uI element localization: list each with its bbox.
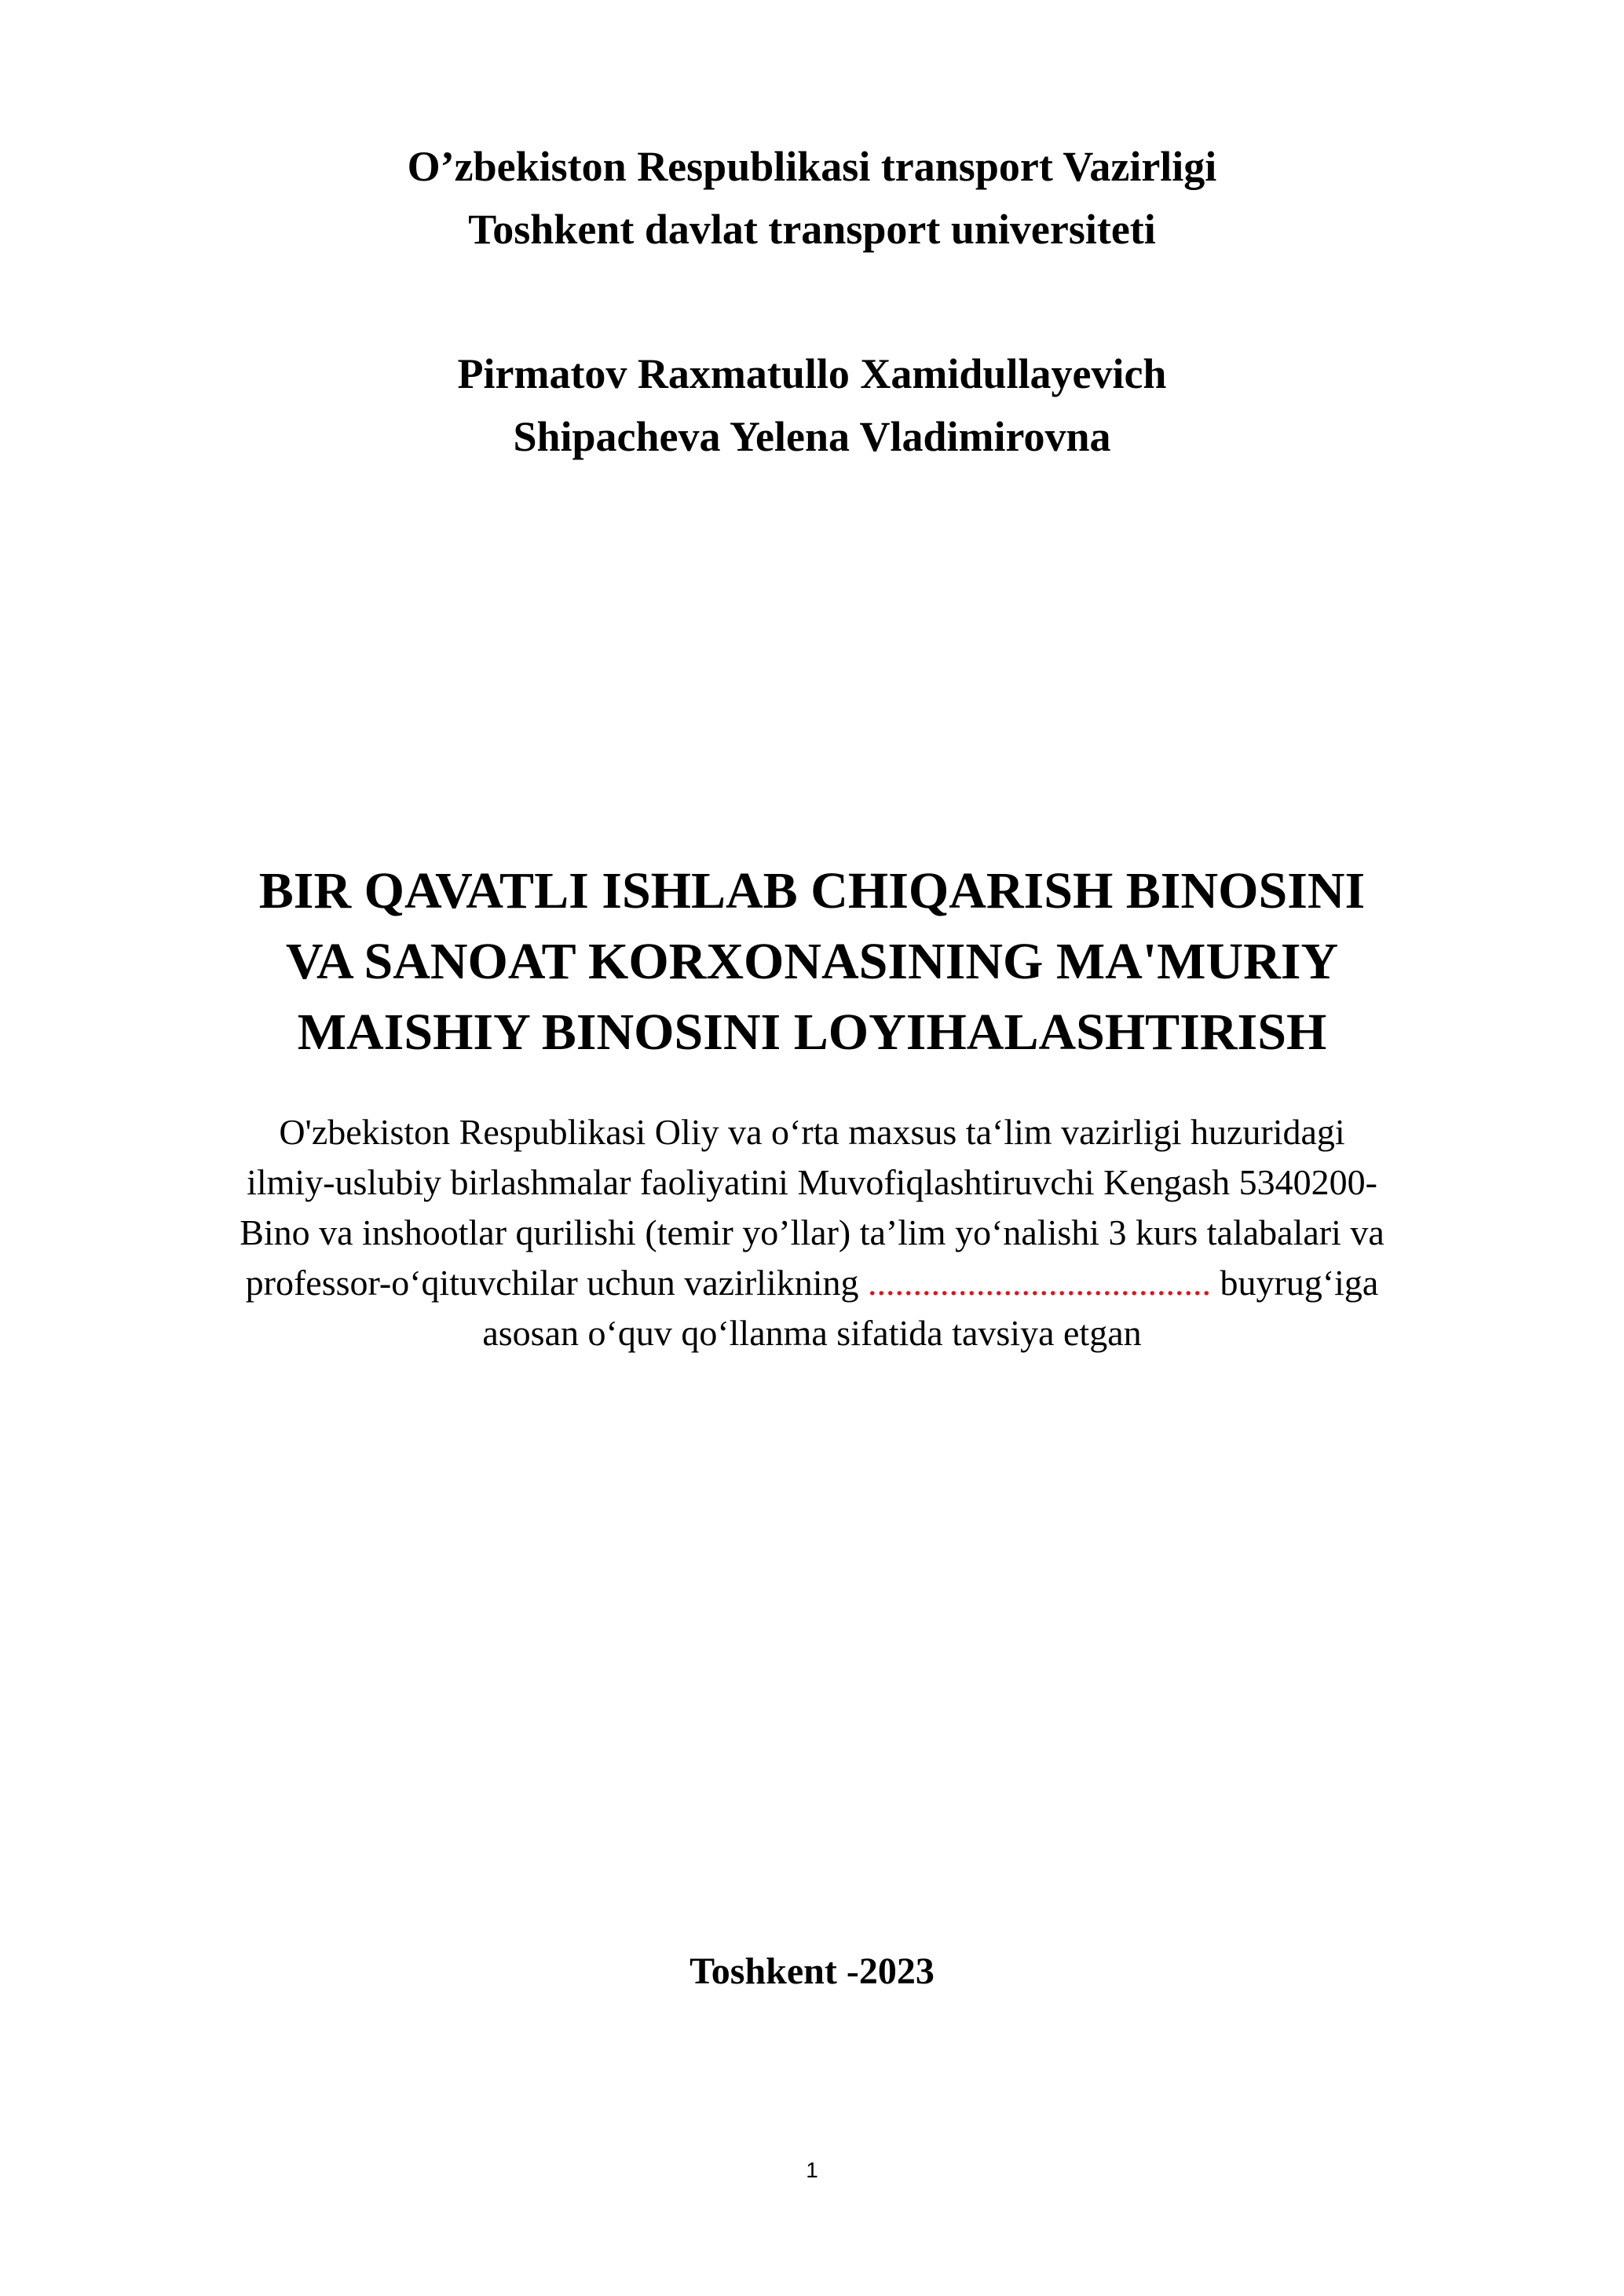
- order-number-placeholder: ......................................: [868, 1263, 1211, 1303]
- header-block: [0, 135, 1624, 261]
- ministry-name: O’zbekiston Respublikasi transport Vazirligi: [407, 143, 1217, 190]
- approval-description: [0, 1107, 1624, 1358]
- author-2: Shipacheva Yelena Vladimirovna: [513, 413, 1111, 460]
- title-line-2: VA SANOAT KORXONASINING MA'MURIY: [285, 933, 1339, 990]
- university-name: Toshkent davlat transport universiteti: [468, 206, 1156, 253]
- description-line-1: O'zbekiston Respublikasi Oliy va o‘rta maxsus ta‘lim vazirligi huzuridagi: [279, 1112, 1345, 1152]
- description-line-4-start: professor-o‘qituvchilar uchun vazirlikning: [245, 1263, 868, 1303]
- city-year: Toshkent -2023: [689, 1951, 935, 1992]
- description-line-4: [0, 1258, 1624, 1308]
- description-line-4-end: buyrug‘iga: [1211, 1263, 1379, 1303]
- authors-block: [0, 342, 1624, 468]
- title-line-3: MAISHIY BINOSINI LOYIHALASHTIRISH: [297, 1004, 1327, 1061]
- author-1: Pirmatov Raxmatullo Xamidullayevich: [457, 350, 1167, 397]
- title-line-1: BIR QAVATLI ISHLAB CHIQARISH BINOSINI: [258, 862, 1366, 919]
- description-line-5: asosan o‘quv qo‘llanma sifatida tavsiya etgan: [482, 1313, 1142, 1353]
- document-title: [0, 856, 1624, 1068]
- footer-block: [0, 1944, 1624, 1999]
- page-number: 1: [806, 2158, 818, 2182]
- description-line-2: ilmiy-uslubiy birlashmalar faoliyatini Muvofiqlashtiruvchi Kengash 5340200-: [247, 1162, 1377, 1202]
- page-number-block: [0, 2155, 1624, 2186]
- description-line-3: Bino va inshootlar qurilishi (temir yo’llar) ta’lim yo‘nalishi 3 kurs talabalari va: [240, 1212, 1384, 1252]
